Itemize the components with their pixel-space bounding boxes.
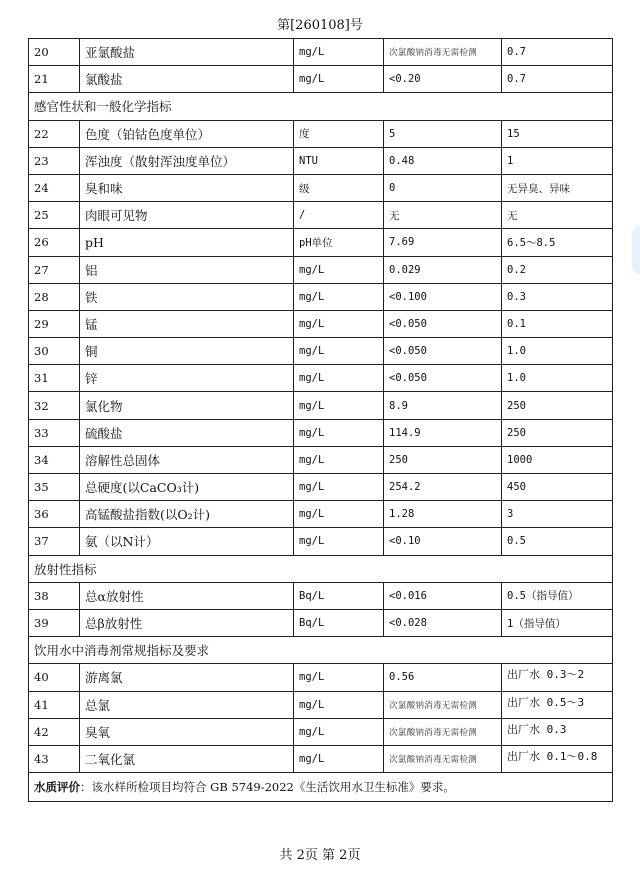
item-number: 38: [29, 582, 80, 609]
item-number: 22: [29, 120, 80, 147]
item-name: 总氯: [80, 691, 294, 718]
table-row: [29, 202, 613, 229]
item-number: 30: [29, 338, 80, 365]
item-number: 35: [29, 474, 80, 501]
table-row: [29, 419, 613, 446]
item-name: 总硬度(以CaCO₃计): [80, 474, 294, 501]
unit-cell: mg/L: [294, 392, 384, 419]
unit-cell: NTU: [294, 147, 384, 174]
item-name: 总α放射性: [80, 582, 294, 609]
section-title: 放射性指标: [29, 555, 613, 582]
result-cell: 无: [384, 202, 502, 229]
result-cell: 114.9: [384, 419, 502, 446]
result-cell: 250: [384, 446, 502, 473]
unit-cell: mg/L: [294, 66, 384, 93]
item-name: 游离氯: [80, 664, 294, 691]
table-row: [29, 310, 613, 337]
limit-cell: 1000: [502, 446, 613, 473]
table-row: [29, 609, 613, 636]
item-number: 24: [29, 174, 80, 201]
item-name: 锌: [80, 365, 294, 392]
result-cell: 次氯酸钠消毒无需检测: [384, 691, 502, 718]
section-header-row: [29, 555, 613, 582]
unit-cell: mg/L: [294, 691, 384, 718]
result-cell: 0.48: [384, 147, 502, 174]
item-number: 36: [29, 501, 80, 528]
table-row: [29, 229, 613, 256]
page-pagination: 共 2页 第 2页: [279, 848, 361, 863]
limit-cell: 0.3: [502, 283, 613, 310]
unit-cell: mg/L: [294, 39, 384, 66]
item-number: 23: [29, 147, 80, 174]
unit-cell: mg/L: [294, 256, 384, 283]
item-number: 43: [29, 745, 80, 772]
limit-cell: 0.1: [502, 310, 613, 337]
item-name: 色度（铂钴色度单位）: [80, 120, 294, 147]
report-number: 第[260108]号: [277, 18, 363, 33]
result-cell: <0.016: [384, 582, 502, 609]
limit-cell: 250: [502, 419, 613, 446]
item-name: 臭氧: [80, 718, 294, 745]
evaluation-cell: [29, 773, 613, 802]
result-cell: 7.69: [384, 229, 502, 256]
limit-cell: 6.5～8.5: [502, 229, 613, 256]
table-row: [29, 582, 613, 609]
table-row: [29, 365, 613, 392]
item-number: 31: [29, 365, 80, 392]
limit-cell: 0.7: [502, 39, 613, 66]
table-row: [29, 283, 613, 310]
limit-cell: 450: [502, 474, 613, 501]
item-name: 氯酸盐: [80, 66, 294, 93]
limit-cell: 0.5（指导值）: [502, 582, 613, 609]
limit-cell: 0.7: [502, 66, 613, 93]
result-cell: <0.050: [384, 338, 502, 365]
item-name: 高锰酸盐指数(以O₂计): [80, 501, 294, 528]
table-row: [29, 474, 613, 501]
result-cell: 5: [384, 120, 502, 147]
section-title: 饮用水中消毒剂常规指标及要求: [29, 637, 613, 664]
item-name: 氨（以N计）: [80, 528, 294, 555]
unit-cell: 级: [294, 174, 384, 201]
unit-cell: mg/L: [294, 338, 384, 365]
item-number: 28: [29, 283, 80, 310]
table-row: [29, 446, 613, 473]
result-cell: <0.028: [384, 609, 502, 636]
unit-cell: mg/L: [294, 745, 384, 772]
table-row: [29, 691, 613, 718]
table-row: [29, 120, 613, 147]
limit-cell: 出厂水 0.3～2: [502, 664, 613, 691]
water-quality-table: [28, 38, 613, 802]
result-cell: 次氯酸钠消毒无需检测: [384, 745, 502, 772]
table-row: [29, 147, 613, 174]
item-number: 34: [29, 446, 80, 473]
item-number: 39: [29, 609, 80, 636]
table-row: [29, 174, 613, 201]
unit-cell: mg/L: [294, 310, 384, 337]
table-row: [29, 338, 613, 365]
result-cell: <0.050: [384, 310, 502, 337]
side-edge-tab: [632, 225, 640, 275]
result-cell: 次氯酸钠消毒无需检测: [384, 718, 502, 745]
result-cell: 1.28: [384, 501, 502, 528]
result-cell: 0: [384, 174, 502, 201]
unit-cell: mg/L: [294, 474, 384, 501]
result-cell: 0.56: [384, 664, 502, 691]
limit-cell: 3: [502, 501, 613, 528]
item-number: 41: [29, 691, 80, 718]
limit-cell: 0.2: [502, 256, 613, 283]
item-name: 二氧化氯: [80, 745, 294, 772]
result-cell: 8.9: [384, 392, 502, 419]
unit-cell: /: [294, 202, 384, 229]
unit-cell: mg/L: [294, 365, 384, 392]
limit-cell: 出厂水 0.1～0.8: [502, 745, 613, 772]
limit-cell: 250: [502, 392, 613, 419]
item-name: pH: [80, 229, 294, 256]
item-number: 26: [29, 229, 80, 256]
result-cell: 254.2: [384, 474, 502, 501]
unit-cell: 度: [294, 120, 384, 147]
evaluation-row: [29, 773, 613, 802]
item-name: 铁: [80, 283, 294, 310]
table-row: [29, 528, 613, 555]
item-name: 铝: [80, 256, 294, 283]
table-row: [29, 39, 613, 66]
limit-cell: 15: [502, 120, 613, 147]
evaluation-text: ：该水样所检项目均符合 GB 5749-2022《生活饮用水卫生标准》要求。: [80, 780, 455, 795]
table-row: [29, 664, 613, 691]
item-name: 臭和味: [80, 174, 294, 201]
item-name: 铜: [80, 338, 294, 365]
limit-cell: 无: [502, 202, 613, 229]
table-row: [29, 718, 613, 745]
limit-cell: 无异臭、异味: [502, 174, 613, 201]
unit-cell: mg/L: [294, 501, 384, 528]
unit-cell: mg/L: [294, 283, 384, 310]
item-name: 浑浊度（散射浑浊度单位）: [80, 147, 294, 174]
item-number: 29: [29, 310, 80, 337]
item-number: 27: [29, 256, 80, 283]
unit-cell: mg/L: [294, 718, 384, 745]
unit-cell: mg/L: [294, 446, 384, 473]
unit-cell: mg/L: [294, 528, 384, 555]
item-name: 锰: [80, 310, 294, 337]
unit-cell: mg/L: [294, 664, 384, 691]
result-cell: 0.029: [384, 256, 502, 283]
limit-cell: 1.0: [502, 365, 613, 392]
item-name: 溶解性总固体: [80, 446, 294, 473]
item-number: 21: [29, 66, 80, 93]
section-title: 感官性状和一般化学指标: [29, 93, 613, 120]
table-row: [29, 501, 613, 528]
unit-cell: Bq/L: [294, 582, 384, 609]
item-name: 总β放射性: [80, 609, 294, 636]
result-cell: <0.20: [384, 66, 502, 93]
item-number: 33: [29, 419, 80, 446]
item-number: 32: [29, 392, 80, 419]
item-name: 氯化物: [80, 392, 294, 419]
item-number: 40: [29, 664, 80, 691]
limit-cell: 1（指导值）: [502, 609, 613, 636]
limit-cell: 1: [502, 147, 613, 174]
evaluation-label: 水质评价: [34, 780, 80, 795]
result-cell: 次氯酸钠消毒无需检测: [384, 39, 502, 66]
table-row: [29, 256, 613, 283]
section-header-row: [29, 93, 613, 120]
limit-cell: 出厂水 0.3: [502, 718, 613, 745]
item-name: 肉眼可见物: [80, 202, 294, 229]
result-cell: <0.10: [384, 528, 502, 555]
item-number: 25: [29, 202, 80, 229]
limit-cell: 1.0: [502, 338, 613, 365]
table-row: [29, 392, 613, 419]
item-name: 硫酸盐: [80, 419, 294, 446]
limit-cell: 0.5: [502, 528, 613, 555]
item-number: 37: [29, 528, 80, 555]
result-cell: <0.050: [384, 365, 502, 392]
table-row: [29, 66, 613, 93]
limit-cell: 出厂水 0.5～3: [502, 691, 613, 718]
unit-cell: Bq/L: [294, 609, 384, 636]
result-cell: <0.100: [384, 283, 502, 310]
item-number: 42: [29, 718, 80, 745]
item-name: 亚氯酸盐: [80, 39, 294, 66]
table-row: [29, 745, 613, 772]
unit-cell: pH单位: [294, 229, 384, 256]
section-header-row: [29, 637, 613, 664]
item-number: 20: [29, 39, 80, 66]
unit-cell: mg/L: [294, 419, 384, 446]
